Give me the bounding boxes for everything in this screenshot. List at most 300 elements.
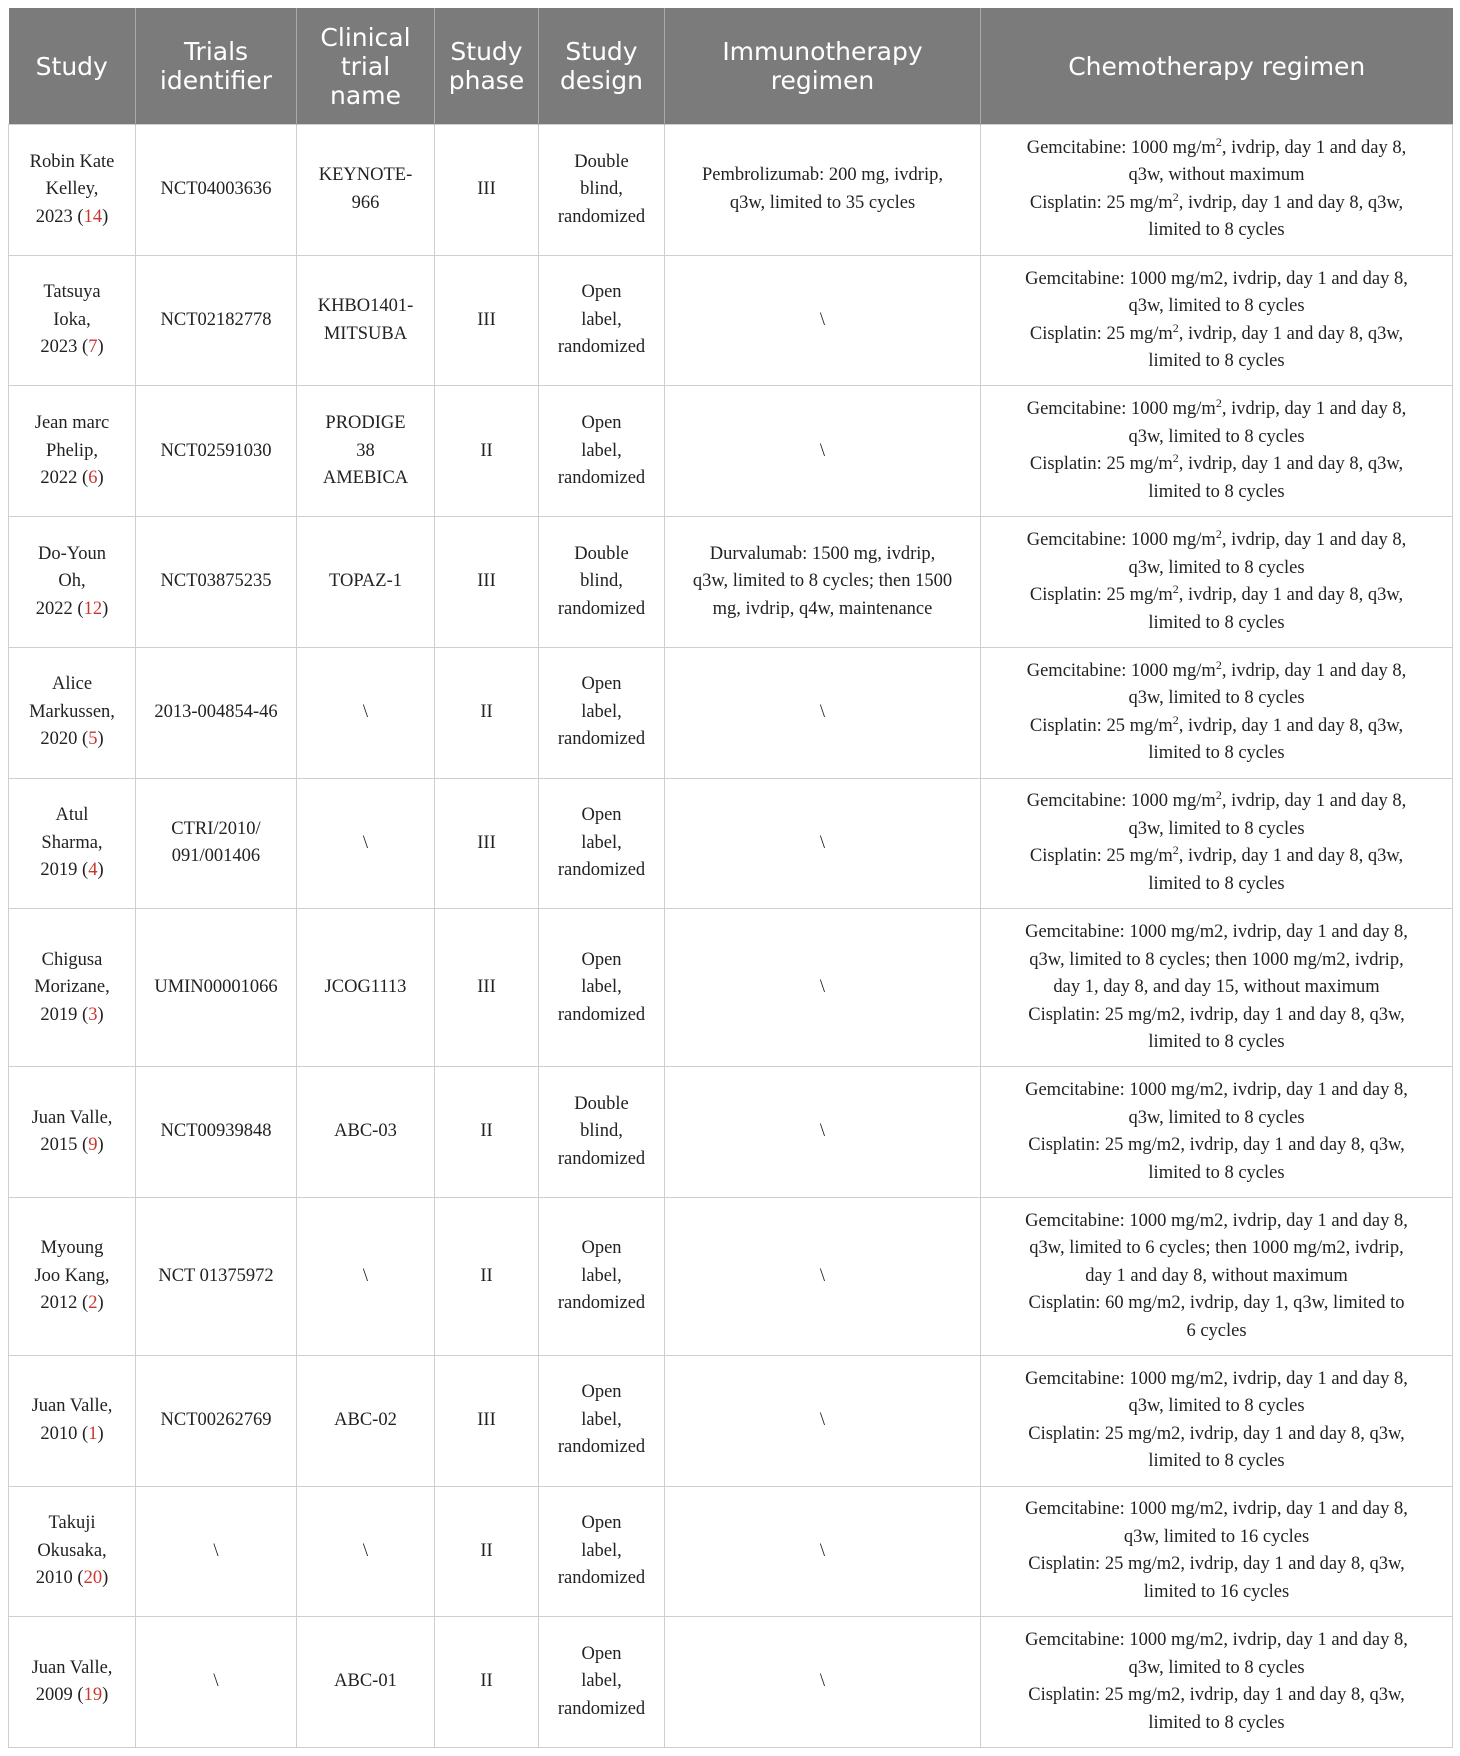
immunotherapy-cell-line: \: [819, 1409, 826, 1430]
study-line: 2020 (5): [40, 729, 104, 750]
chemo-text: Cisplatin: 25 mg/m2, ivdrip, day 1 and day 8, q3w,: [1028, 1685, 1405, 1706]
superscript: 2: [1172, 320, 1179, 335]
trial-identifier-cell: [136, 1197, 297, 1355]
chemo-text: Cisplatin: 25 mg/m2, ivdrip, day 1 and day 8, q3w,: [1028, 1135, 1405, 1156]
trial-name-cell-line: ABC-01: [334, 1671, 397, 1692]
study-phase-cell: III: [435, 125, 539, 256]
superscript: 2: [1172, 843, 1179, 858]
chemotherapy-cell: [981, 386, 1453, 517]
chemo-text: Gemcitabine: 1000 mg/m2, ivdrip, day 1 and day 8,: [1025, 1630, 1408, 1651]
immunotherapy-cell: [665, 125, 981, 256]
study-phase-cell: III: [435, 778, 539, 909]
study-text: 2012: [40, 1293, 78, 1314]
reference-link: 19: [83, 1685, 103, 1706]
chemo-text: Gemcitabine: 1000 mg/m2, ivdrip, day 1 and day 8,: [1025, 1368, 1408, 1389]
study-text: Phelip,: [46, 440, 98, 461]
trial-name-cell-line: ABC-03: [334, 1121, 397, 1142]
study-phase-cell: III: [435, 909, 539, 1067]
trial-identifier-cell-line: \: [213, 1671, 219, 1692]
trial-name-cell: [297, 1067, 435, 1198]
trial-name-cell: [297, 125, 435, 256]
trial-identifier-cell-line: NCT00262769: [160, 1409, 272, 1430]
chemo-text: limited to 8 cycles: [1148, 351, 1285, 372]
chemotherapy-line: [989, 871, 1444, 899]
study-design-cell-line: label,: [581, 1265, 622, 1286]
trial-name-cell: [297, 1486, 435, 1617]
reference-link: 3: [88, 1004, 98, 1025]
study-design-cell-line: Open: [581, 1238, 622, 1259]
table-row: [9, 778, 1453, 909]
study-line: 2019 (3): [40, 1004, 104, 1025]
chemotherapy-line: [989, 1105, 1444, 1133]
chemotherapy-line: [989, 451, 1444, 479]
chemotherapy-cell: [981, 255, 1453, 386]
chemotherapy-line: [989, 919, 1444, 947]
study-line: 2022 (6): [40, 468, 104, 489]
study-text: Morizane,: [34, 977, 110, 997]
chemo-text: , ivdrip, day 1 and day 8, q3w,: [1178, 585, 1404, 606]
chemo-text: Cisplatin: 25 mg/m: [1029, 585, 1173, 606]
study-design-cell-line: Open: [581, 674, 622, 695]
study-line: [17, 568, 127, 596]
trial-identifier-cell-line: NCT02591030: [160, 440, 272, 461]
chemo-text: 6 cycles: [1186, 1320, 1247, 1341]
chemotherapy-line: [989, 1496, 1444, 1524]
study-design-cell-line: randomized: [557, 468, 646, 489]
immunotherapy-cell: [665, 1197, 981, 1355]
chemo-text: Cisplatin: 25 mg/m: [1029, 715, 1173, 736]
trial-name-cell-line: TOPAZ-1: [329, 571, 402, 592]
study-design-cell-line: Open: [581, 1643, 622, 1664]
study-cell: [9, 1617, 136, 1748]
study-text: Do-Youn: [37, 543, 107, 564]
study-text: 2010: [35, 1568, 73, 1589]
chemotherapy-line: [989, 1710, 1444, 1738]
chemo-text: q3w, limited to 8 cycles: [1128, 688, 1305, 709]
chemo-text: Cisplatin: 25 mg/m: [1029, 454, 1173, 475]
trial-identifier-cell-line: NCT02182778: [160, 309, 272, 330]
chemo-text: , ivdrip, day 1 and day 8, q3w,: [1178, 323, 1404, 344]
study-cell: [9, 1355, 136, 1486]
trial-identifier-cell: [136, 517, 297, 648]
chemo-text: q3w, limited to 8 cycles: [1128, 296, 1305, 317]
reference-link: 5: [88, 729, 98, 750]
chemotherapy-cell: [981, 517, 1453, 648]
study-line: [17, 1263, 127, 1291]
study-text: Robin Kate: [29, 151, 115, 172]
chemotherapy-cell: [981, 1067, 1453, 1198]
study-phase-cell: II: [435, 1067, 539, 1198]
chemo-text: q3w, limited to 8 cycles; then 1000 mg/m2, ivdrip,: [1029, 949, 1404, 970]
immunotherapy-cell-line: \: [819, 977, 826, 997]
chemo-text: limited to 8 cycles: [1148, 1712, 1285, 1733]
chemo-text: Cisplatin: 25 mg/m: [1029, 846, 1173, 867]
trial-name-cell: [297, 1617, 435, 1748]
table-row: [9, 1197, 1453, 1355]
chemotherapy-cell: [981, 125, 1453, 256]
table-row: [9, 517, 1453, 648]
study-design-cell: [539, 125, 665, 256]
immunotherapy-cell-line: \: [819, 1265, 826, 1286]
reference-link: 9: [88, 1135, 98, 1156]
chemo-text: q3w, limited to 8 cycles: [1128, 557, 1305, 578]
chemo-text: limited to 16 cycles: [1143, 1581, 1290, 1602]
study-cell: [9, 125, 136, 256]
study-text: 2023: [40, 337, 78, 358]
study-design-cell-line: randomized: [557, 729, 646, 750]
chemo-text: q3w, limited to 8 cycles: [1128, 426, 1305, 447]
table-row: [9, 125, 1453, 256]
trial-identifier-cell: [136, 1486, 297, 1617]
trial-name-cell: [297, 1197, 435, 1355]
study-phase-cell: II: [435, 386, 539, 517]
study-line: [17, 830, 127, 858]
chemo-text: , ivdrip, day 1 and day 8,: [1221, 399, 1407, 420]
study-line: [17, 307, 127, 335]
study-design-cell-line: label,: [581, 309, 622, 330]
chemo-text: day 1, day 8, and day 15, without maximum: [1053, 977, 1380, 997]
chemo-text: , ivdrip, day 1 and day 8, q3w,: [1178, 846, 1404, 867]
table-row: [9, 386, 1453, 517]
chemo-text: Gemcitabine: 1000 mg/m2, ivdrip, day 1 and day 8,: [1025, 1080, 1408, 1101]
study-line: 2009 (19): [35, 1685, 109, 1706]
chemotherapy-line: [989, 1290, 1444, 1318]
study-cell: [9, 255, 136, 386]
trial-name-cell: [297, 647, 435, 778]
chemotherapy-line: [989, 1393, 1444, 1421]
chemotherapy-line: [989, 816, 1444, 844]
chemotherapy-line: [989, 1002, 1444, 1030]
study-design-cell-line: Open: [581, 1382, 622, 1403]
study-text: 2010: [40, 1423, 78, 1444]
study-design-cell-line: Open: [581, 282, 622, 303]
chemotherapy-line: [989, 1263, 1444, 1291]
reference-link: 12: [83, 598, 103, 619]
study-line: [17, 279, 127, 307]
chemotherapy-line: [989, 162, 1444, 190]
immunotherapy-cell-line: \: [819, 1671, 826, 1692]
table-row: [9, 909, 1453, 1067]
chemotherapy-line: [989, 1160, 1444, 1188]
table-row: [9, 1355, 1453, 1486]
trial-name-cell-line: PRODIGE: [325, 413, 406, 434]
chemo-text: , ivdrip, day 1 and day 8, q3w,: [1178, 715, 1404, 736]
trial-name-cell-line: \: [362, 1265, 369, 1286]
study-design-cell-line: randomized: [557, 206, 646, 227]
chemo-text: , ivdrip, day 1 and day 8, q3w,: [1178, 454, 1404, 475]
study-text: Oh,: [58, 571, 86, 592]
trials-table: [8, 8, 1453, 1748]
immunotherapy-cell: [665, 1486, 981, 1617]
chemo-text: Gemcitabine: 1000 mg/m: [1026, 660, 1216, 681]
study-cell: [9, 778, 136, 909]
study-line: [17, 802, 127, 830]
study-text: 2020: [40, 729, 78, 750]
study-design-cell-line: randomized: [557, 1293, 646, 1314]
study-text: Chigusa: [41, 949, 103, 970]
chemotherapy-line: [989, 293, 1444, 321]
chemo-text: , ivdrip, day 1 and day 8,: [1221, 530, 1407, 551]
chemotherapy-line: [989, 1366, 1444, 1394]
superscript: 2: [1172, 451, 1179, 466]
chemotherapy-line: [989, 1318, 1444, 1346]
immunotherapy-cell-line: q3w, limited to 35 cycles: [729, 192, 916, 213]
superscript: 2: [1172, 189, 1179, 204]
study-design-cell-line: label,: [581, 977, 622, 997]
study-line: 2010 (1): [40, 1423, 104, 1444]
study-design-cell-line: randomized: [557, 598, 646, 619]
study-design-cell-line: label,: [581, 701, 622, 722]
column-header-immunotherapy-regimen: Immunotherapy regimen: [665, 8, 981, 125]
immunotherapy-cell: [665, 1067, 981, 1198]
study-line: 2019 (4): [40, 860, 104, 881]
chemotherapy-line: [989, 266, 1444, 294]
study-line: [17, 149, 127, 177]
study-phase-cell: II: [435, 1197, 539, 1355]
study-design-cell: [539, 517, 665, 648]
study-line: [17, 1510, 127, 1538]
study-design-cell-line: randomized: [557, 1004, 646, 1025]
reference-link: 6: [88, 468, 98, 489]
trial-identifier-cell: [136, 1067, 297, 1198]
superscript: 2: [1215, 788, 1222, 803]
study-line: [17, 1655, 127, 1683]
study-text: 2015: [40, 1135, 78, 1156]
trial-name-cell: [297, 517, 435, 648]
chemotherapy-line: [989, 1235, 1444, 1263]
trial-identifier-cell-line: NCT 01375972: [158, 1265, 274, 1286]
chemotherapy-line: [989, 1627, 1444, 1655]
immunotherapy-cell: [665, 517, 981, 648]
trial-identifier-cell: [136, 125, 297, 256]
chemotherapy-line: [989, 1524, 1444, 1552]
chemotherapy-line: [989, 974, 1444, 1002]
chemotherapy-line: [989, 1208, 1444, 1236]
trial-identifier-cell: [136, 647, 297, 778]
reference-link: 7: [88, 337, 98, 358]
reference-link: 14: [83, 206, 103, 227]
trial-name-cell-line: ABC-02: [334, 1409, 397, 1430]
study-line: [17, 438, 127, 466]
trial-identifier-cell: [136, 255, 297, 386]
chemotherapy-cell: [981, 1197, 1453, 1355]
study-cell: [9, 909, 136, 1067]
study-text: Atul: [55, 805, 89, 826]
study-line: 2015 (9): [40, 1135, 104, 1156]
chemotherapy-line: [989, 1655, 1444, 1683]
study-design-cell-line: Open: [581, 805, 622, 826]
reference-link: 4: [88, 860, 98, 881]
study-line: [17, 1235, 127, 1263]
chemo-text: limited to 8 cycles: [1148, 1032, 1285, 1052]
trial-name-cell-line: KEYNOTE-: [318, 165, 413, 186]
header-row: [9, 8, 1453, 125]
immunotherapy-cell-line: \: [819, 1121, 826, 1142]
trial-name-cell-line: KHBO1401-: [317, 296, 414, 317]
immunotherapy-cell-line: Pembrolizumab: 200 mg, ivdrip,: [702, 165, 943, 186]
table-row: [9, 1486, 1453, 1617]
chemo-text: Gemcitabine: 1000 mg/m: [1026, 137, 1216, 158]
chemo-text: Gemcitabine: 1000 mg/m2, ivdrip, day 1 and day 8,: [1025, 268, 1408, 289]
study-line: [17, 1105, 127, 1133]
trial-name-cell: [297, 1355, 435, 1486]
chemotherapy-cell: [981, 647, 1453, 778]
study-design-cell-line: blind,: [580, 1121, 623, 1142]
immunotherapy-cell: [665, 386, 981, 517]
chemo-text: q3w, limited to 8 cycles: [1128, 1107, 1305, 1128]
chemotherapy-line: [989, 947, 1444, 975]
chemotherapy-cell: [981, 1486, 1453, 1617]
study-design-cell-line: label,: [581, 440, 622, 461]
study-design-cell-line: label,: [581, 1540, 622, 1561]
study-design-cell: [539, 647, 665, 778]
chemo-text: limited to 8 cycles: [1148, 220, 1285, 241]
immunotherapy-cell: [665, 1617, 981, 1748]
chemotherapy-line: [989, 582, 1444, 610]
study-cell: [9, 517, 136, 648]
chemotherapy-cell: [981, 1617, 1453, 1748]
chemotherapy-line: [989, 424, 1444, 452]
study-phase-cell: III: [435, 1355, 539, 1486]
chemotherapy-line: [989, 713, 1444, 741]
study-text: Juan Valle,: [31, 1107, 113, 1128]
chemo-text: limited to 8 cycles: [1148, 1451, 1285, 1472]
chemotherapy-cell: [981, 909, 1453, 1067]
trial-identifier-cell-line: NCT00939848: [160, 1121, 272, 1142]
study-design-cell: [539, 1617, 665, 1748]
trial-name-cell-line: JCOG1113: [324, 977, 407, 997]
chemo-text: q3w, without maximum: [1128, 165, 1305, 186]
study-line: [17, 1538, 127, 1566]
study-text: Kelley,: [45, 179, 99, 200]
trial-identifier-cell: [136, 909, 297, 1067]
immunotherapy-cell-line: \: [819, 440, 826, 461]
study-design-cell: [539, 386, 665, 517]
column-header-clinical-trial-name: Clinical trial name: [297, 8, 435, 125]
study-design-cell-line: randomized: [557, 1148, 646, 1169]
study-text: Alice: [51, 674, 93, 695]
immunotherapy-cell-line: Durvalumab: 1500 mg, ivdrip,: [709, 543, 936, 564]
study-design-cell-line: Open: [581, 949, 622, 970]
column-header-trials-identifier: Trials identifier: [136, 8, 297, 125]
trial-name-cell-line: \: [362, 1540, 369, 1561]
immunotherapy-cell-line: \: [819, 701, 826, 722]
study-phase-cell: III: [435, 255, 539, 386]
study-text: 2022: [40, 468, 78, 489]
study-text: 2009: [35, 1685, 73, 1706]
study-text: Sharma,: [41, 832, 103, 853]
trial-name-cell-line: 38: [356, 440, 375, 461]
study-text: 2023: [35, 206, 73, 227]
superscript: 2: [1172, 712, 1179, 727]
chemo-text: Gemcitabine: 1000 mg/m2, ivdrip, day 1 and day 8,: [1025, 1499, 1408, 1520]
chemotherapy-line: [989, 1132, 1444, 1160]
chemo-text: Gemcitabine: 1000 mg/m: [1026, 791, 1216, 812]
chemotherapy-line: [989, 396, 1444, 424]
chemo-text: Cisplatin: 25 mg/m2, ivdrip, day 1 and day 8, q3w,: [1028, 1004, 1405, 1025]
trial-name-cell-line: \: [362, 832, 369, 853]
immunotherapy-cell: [665, 778, 981, 909]
study-design-cell-line: Open: [581, 413, 622, 434]
immunotherapy-cell-line: \: [819, 832, 826, 853]
study-line: [17, 176, 127, 204]
study-line: [17, 1393, 127, 1421]
table-body: [9, 125, 1453, 1748]
study-design-cell-line: Double: [574, 543, 629, 564]
study-design-cell: [539, 255, 665, 386]
study-phase-cell: II: [435, 647, 539, 778]
trial-identifier-cell: [136, 386, 297, 517]
study-design-cell: [539, 1197, 665, 1355]
study-design-cell: [539, 1486, 665, 1617]
chemo-text: Cisplatin: 25 mg/m: [1029, 323, 1173, 344]
study-line: [17, 671, 127, 699]
study-design-cell-line: randomized: [557, 1568, 646, 1589]
chemo-text: day 1 and day 8, without maximum: [1085, 1265, 1348, 1286]
superscript: 2: [1215, 134, 1222, 149]
chemo-text: q3w, limited to 8 cycles: [1128, 1657, 1305, 1678]
chemo-text: limited to 8 cycles: [1148, 743, 1285, 764]
study-phase-cell: II: [435, 1486, 539, 1617]
trial-identifier-cell: [136, 1355, 297, 1486]
chemo-text: Gemcitabine: 1000 mg/m: [1026, 399, 1216, 420]
trial-name-cell: [297, 909, 435, 1067]
chemo-text: Cisplatin: 60 mg/m2, ivdrip, day 1, q3w, limited to: [1028, 1293, 1405, 1314]
chemotherapy-line: [989, 788, 1444, 816]
chemotherapy-line: [989, 843, 1444, 871]
study-line: 2023 (14): [35, 206, 109, 227]
chemo-text: limited to 8 cycles: [1148, 873, 1285, 894]
chemotherapy-line: [989, 1077, 1444, 1105]
trial-identifier-cell-line: NCT03875235: [160, 571, 272, 592]
column-header-chemotherapy-regimen: Chemotherapy regimen: [981, 8, 1453, 125]
superscript: 2: [1215, 396, 1222, 411]
chemotherapy-line: [989, 555, 1444, 583]
chemotherapy-line: [989, 685, 1444, 713]
study-text: Okusaka,: [37, 1540, 107, 1561]
chemotherapy-cell: [981, 1355, 1453, 1486]
trial-identifier-cell: [136, 778, 297, 909]
table-row: [9, 255, 1453, 386]
study-cell: [9, 386, 136, 517]
study-design-cell-line: Open: [581, 1513, 622, 1534]
study-cell: [9, 647, 136, 778]
study-design-cell-line: label,: [581, 1409, 622, 1430]
study-line: [17, 974, 127, 1002]
column-header-study-phase: Study phase: [435, 8, 539, 125]
chemotherapy-line: [989, 1029, 1444, 1057]
study-text: 2019: [40, 860, 78, 881]
chemotherapy-cell: [981, 778, 1453, 909]
study-cell: [9, 1197, 136, 1355]
trial-identifier-cell-line: \: [213, 1540, 219, 1561]
trial-name-cell-line: 966: [351, 192, 380, 213]
chemo-text: , ivdrip, day 1 and day 8,: [1221, 791, 1407, 812]
reference-link: 20: [83, 1568, 103, 1589]
chemotherapy-line: [989, 348, 1444, 376]
trial-name-cell-line: AMEBICA: [322, 468, 409, 489]
superscript: 2: [1215, 657, 1222, 672]
study-design-cell-line: blind,: [580, 179, 623, 200]
chemotherapy-line: [989, 321, 1444, 349]
chemo-text: q3w, limited to 8 cycles: [1128, 818, 1305, 839]
chemotherapy-line: [989, 135, 1444, 163]
trial-name-cell: [297, 255, 435, 386]
study-line: [17, 541, 127, 569]
trial-identifier-cell-line: UMIN00001066: [154, 977, 278, 997]
trial-name-cell: [297, 778, 435, 909]
chemo-text: , ivdrip, day 1 and day 8,: [1221, 137, 1407, 158]
